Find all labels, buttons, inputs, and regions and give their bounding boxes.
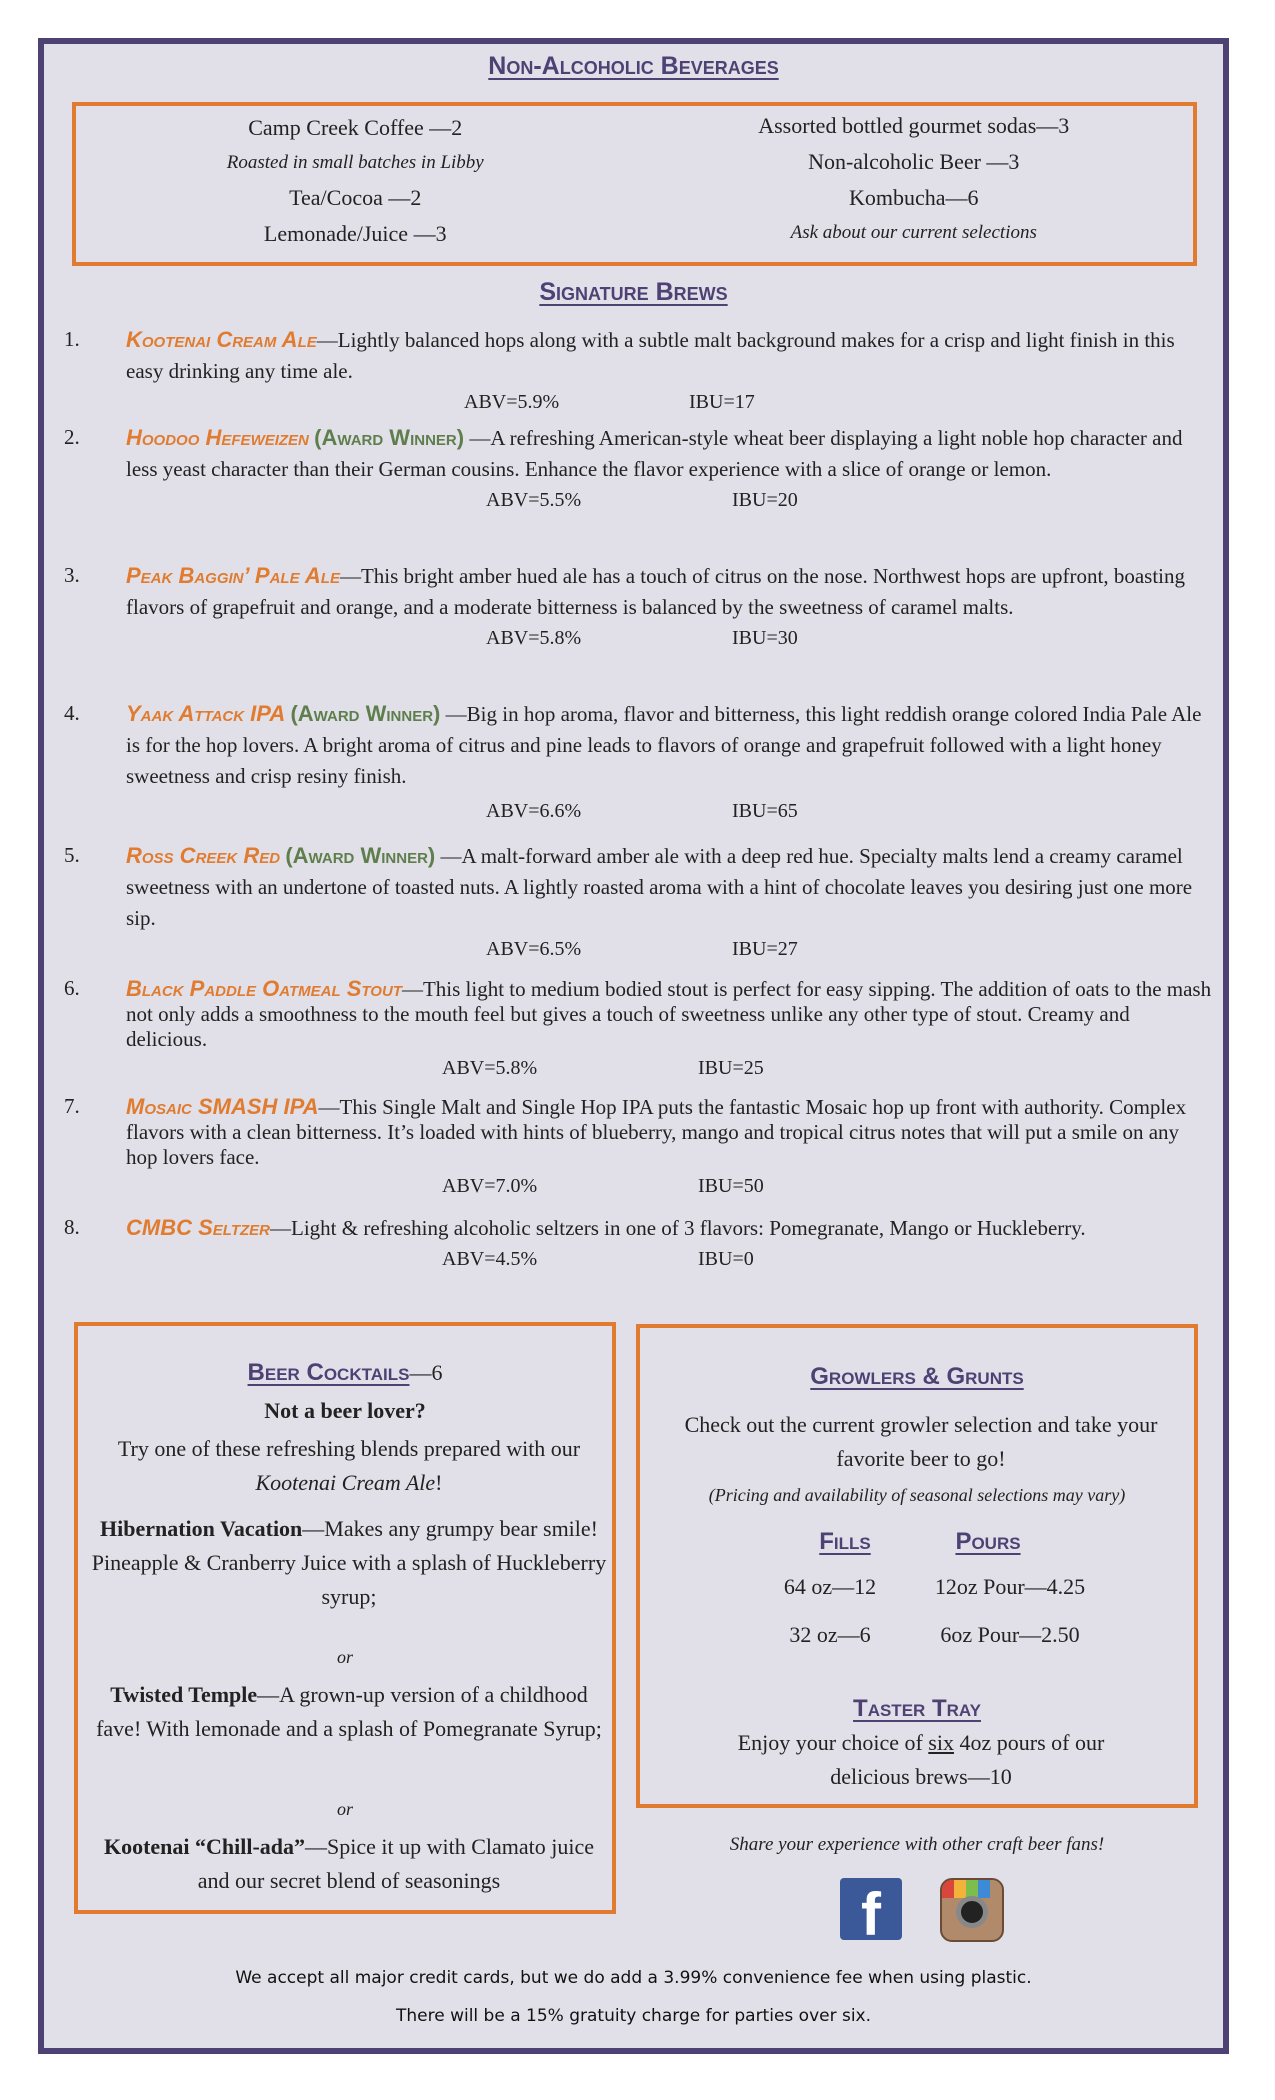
cocktail-item — [86, 1512, 612, 1614]
signature-brews-title: Signature Brews — [539, 278, 728, 306]
beverage-item: Tea/Cocoa —2 — [289, 185, 422, 210]
beverage-item: Non-alcoholic Beer —3 — [808, 149, 1020, 174]
menu-page — [38, 38, 1229, 2054]
brew-description: —Light & refreshing alcoholic seltzers in one of 3 flavors: Pomegranate, Mango or Huckleberry. — [270, 1216, 1086, 1240]
non-alcoholic-left-column — [76, 106, 635, 252]
brew-number: 8. — [64, 1215, 80, 1239]
pours-header: Pours — [955, 1528, 1021, 1555]
fills-header: Fills — [819, 1528, 871, 1555]
beer-cocktails-box — [74, 1322, 616, 1914]
brew-number: 7. — [64, 1094, 80, 1118]
brew-item — [64, 422, 1214, 515]
cocktails-price: —6 — [409, 1360, 443, 1385]
taster-tray-text: Enjoy your choice of six 4oz pours of our delicious brews—10 — [737, 1730, 1105, 1789]
cream-ale-reference: Kootenai Cream Ale — [255, 1470, 436, 1495]
brew-item — [64, 1212, 1214, 1274]
payment-note: We accept all major credit cards, but we do add a 3.99% convenience fee when using plastic. — [235, 1968, 1032, 1988]
beverage-item: Assorted bottled gourmet sodas—3 — [758, 113, 1070, 138]
non-alcoholic-box — [72, 102, 1197, 266]
beverage-item: Camp Creek Coffee —2 — [248, 115, 463, 140]
cocktail-name: Kootenai “Chill-ada” — [103, 1834, 306, 1859]
cocktail-name: Hibernation Vacation — [99, 1516, 303, 1541]
award-badge: (Award Winner) — [285, 843, 436, 868]
social-text: Share your experience with other craft beer fans! — [729, 1834, 1105, 1855]
brew-name: Peak Baggin’ Pale Ale — [126, 563, 340, 588]
brew-item — [64, 324, 1214, 417]
growlers-box — [636, 1324, 1198, 1808]
award-badge: (Award Winner) — [314, 425, 465, 450]
brew-description: —A malt-forward amber ale with a deep red hue. Specialty malts lend a creamy caramel sweetness with an undertone of toasted nuts. A lightly roasted aroma with a hint of chocolate leaves you desiring just one more sip. — [126, 844, 1193, 930]
cocktails-subtitle: Not a beer lover? — [264, 1398, 426, 1423]
brew-description: —This light to medium bodied stout is perfect for easy sipping. The addition of oats to the mash not only adds a smoothness to the mouth feel but gives a touch of sweetness unlike any other type of stout. Creamy and delicious. — [126, 977, 1212, 1051]
brew-number: 3. — [64, 563, 80, 587]
brew-abv: ABV=7.0% — [442, 1175, 538, 1197]
brew-abv: ABV=5.8% — [486, 627, 582, 649]
brew-name: Hoodoo Hefeweizen — [126, 425, 309, 450]
instagram-icon[interactable] — [940, 1878, 1004, 1942]
cocktail-name: Twisted Temple — [110, 1682, 258, 1707]
brew-number: 5. — [64, 843, 80, 867]
brew-item — [64, 698, 1214, 826]
cocktail-description: —Makes any grumpy bear smile! Pineapple & Cranberry Juice with a splash of Huckleberry syrup; — [91, 1516, 607, 1609]
brew-name: Black Paddle Oatmeal Stout — [126, 976, 402, 1001]
brew-item — [64, 840, 1214, 964]
brew-name: CMBC Seltzer — [126, 1215, 270, 1240]
non-alcoholic-title: Non-Alcoholic Beverages — [488, 52, 779, 80]
brew-abv: ABV=6.6% — [486, 800, 582, 822]
fill-price: 64 oz—12 — [783, 1574, 877, 1599]
brew-ibu: IBU=50 — [698, 1175, 764, 1197]
brew-abv: ABV=5.5% — [486, 489, 582, 511]
brew-ibu: IBU=25 — [698, 1057, 764, 1079]
cocktail-description: —A grown-up version of a childhood fave! With lemonade and a splash of Pomegranate Syrup; — [96, 1682, 602, 1741]
brew-name: Mosaic SMASH IPA — [126, 1094, 319, 1119]
growlers-note: (Pricing and availability of seasonal selections may vary) — [708, 1485, 1126, 1505]
brew-ibu: IBU=30 — [732, 627, 798, 649]
brew-item — [64, 976, 1214, 1086]
brew-item — [64, 560, 1214, 653]
pour-price: 6oz Pour—2.50 — [940, 1622, 1080, 1647]
cocktails-title: Beer Cocktails — [247, 1359, 410, 1386]
beverage-item: Kombucha—6 — [848, 185, 979, 210]
brew-item — [64, 1094, 1214, 1204]
brew-description: —A refreshing American-style wheat beer displaying a light noble hop character and less yeast character than their German cousins. Enhance the flavor experience with a slice of orange or lemon. — [126, 426, 1183, 481]
brew-ibu: IBU=27 — [732, 938, 798, 960]
brew-number: 6. — [64, 976, 80, 1000]
cocktail-description: —Spice it up with Clamato juice and our secret blend of seasonings — [197, 1834, 595, 1893]
brew-name: Ross Creek Red — [126, 843, 281, 868]
brew-name: Yaak Attack IPA — [126, 701, 286, 726]
brew-description: —This Single Malt and Single Hop IPA puts the fantastic Mosaic hop up front with authority. Complex flavors with a clean bitterness. It’s loaded with hints of blueberry, mango and tropical citrus notes that will put a smile on any hop lovers face. — [126, 1095, 1187, 1169]
beverage-note: Ask about our current selections — [790, 222, 1037, 243]
award-badge: (Award Winner) — [290, 701, 441, 726]
pour-price: 12oz Pour—4.25 — [934, 1574, 1086, 1599]
growlers-text: Check out the current growler selection and take your favorite beer to go! — [684, 1412, 1158, 1471]
facebook-icon[interactable]: f — [840, 1878, 902, 1940]
brew-description: —Big in hop aroma, flavor and bitterness, this light reddish orange colored India Pale Ale is for the hop lovers. A bright aroma of citrus and pine leads to flavors of orange and grapefruit followed with a light honey sweetness and crisp resiny finish. — [126, 702, 1202, 788]
brew-abv: ABV=5.8% — [442, 1057, 538, 1079]
taster-tray-title: Taster Tray — [853, 1695, 981, 1722]
brew-ibu: IBU=17 — [689, 391, 755, 413]
beverage-note: Roasted in small batches in Libby — [226, 152, 484, 173]
brew-number: 1. — [64, 327, 80, 351]
brew-ibu: IBU=20 — [732, 489, 798, 511]
or-separator: or — [336, 1799, 353, 1819]
brew-number: 2. — [64, 425, 80, 449]
brew-name: Kootenai Cream Ale — [126, 327, 317, 352]
or-separator: or — [336, 1647, 353, 1667]
non-alcoholic-right-column — [635, 106, 1194, 250]
cocktails-intro: Try one of these refreshing blends prepared with our Kootenai Cream Ale! — [117, 1436, 581, 1495]
brew-ibu: IBU=65 — [732, 800, 798, 822]
growlers-title: Growlers & Grunts — [810, 1363, 1024, 1390]
gratuity-note: There will be a 15% gratuity charge for parties over six. — [395, 2006, 872, 2026]
brew-description: —This bright amber hued ale has a touch of citrus on the nose. Northwest hops are upfront, boasting flavors of grapefruit and orange, and a moderate bitterness is balanced by the sweetness of caramel malts. — [126, 564, 1186, 619]
beverage-item: Lemonade/Juice —3 — [263, 221, 447, 246]
fill-price: 32 oz—6 — [789, 1622, 871, 1647]
brew-abv: ABV=4.5% — [442, 1248, 538, 1270]
cocktail-item — [92, 1678, 606, 1746]
cocktail-item — [92, 1830, 606, 1898]
brew-number: 4. — [64, 701, 80, 725]
brew-abv: ABV=6.5% — [486, 938, 582, 960]
brew-ibu: IBU=0 — [698, 1248, 754, 1270]
brew-abv: ABV=5.9% — [464, 391, 560, 413]
brew-description: —Lightly balanced hops along with a subtle malt background makes for a crisp and light finish in this easy drinking any time ale. — [126, 328, 1175, 383]
